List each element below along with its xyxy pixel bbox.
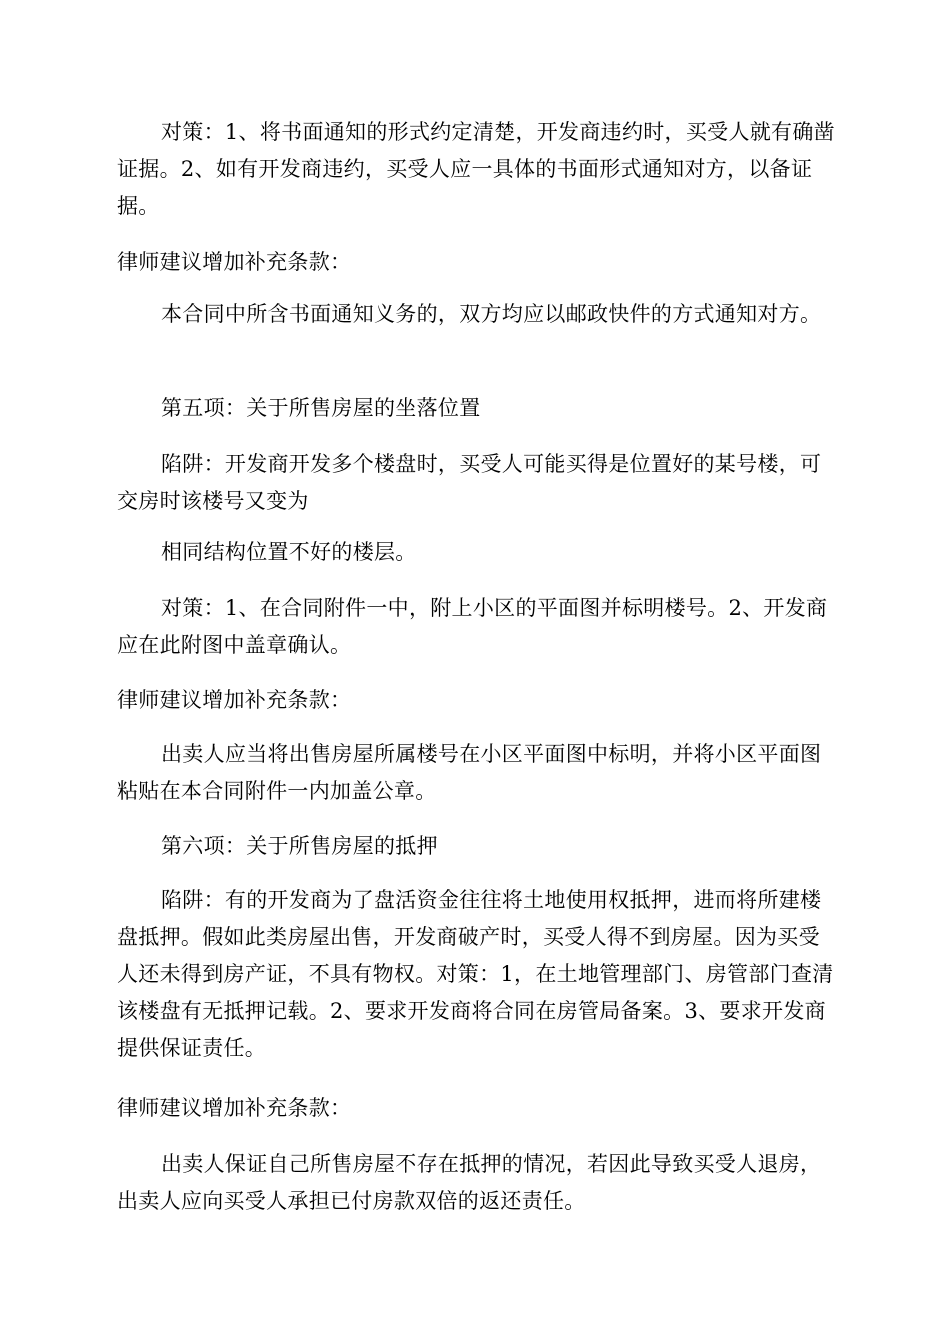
- paragraph-trap-location: 陷阱：开发商开发多个楼盘时，买受人可能买得是位置好的某号楼，可交房时该楼号又变为: [117, 452, 822, 513]
- paragraph-countermeasure-location: 对策：1、在合同附件一中，附上小区的平面图并标明楼号。2、开发商应在此附图中盖章确认。: [117, 596, 828, 657]
- section-heading-item-6: 第六项：关于所售房屋的抵押: [161, 834, 438, 858]
- paragraph-supplementary-clause: 出卖人保证自己所售房屋不存在抵押的情况，若因此导致买受人退房，出卖人应向买受人承担已付房款双倍的返还责任。: [117, 1152, 822, 1213]
- paragraph-trap-continuation: 相同结构位置不好的楼层。: [161, 540, 417, 564]
- section-heading-item-5: 第五项：关于所售房屋的坐落位置: [161, 396, 481, 420]
- paragraph-lawyer-suggestion: 律师建议增加补充条款：: [117, 1096, 352, 1120]
- paragraph-lawyer-suggestion: 律师建议增加补充条款：: [117, 688, 352, 712]
- paragraph-supplementary-clause: 出卖人应当将出售房屋所属楼号在小区平面图中标明，并将小区平面图粘贴在本合同附件一内加盖公章。: [117, 742, 822, 803]
- paragraph-supplementary-clause: 本合同中所含书面通知义务的，双方均应以邮政快件的方式通知对方。: [161, 302, 822, 326]
- paragraph-lawyer-suggestion: 律师建议增加补充条款：: [117, 250, 352, 274]
- paragraph-countermeasure-notice: 对策：1、将书面通知的形式约定清楚，开发商违约时，买受人就有确凿证据。2、如有开发商违约，买受人应一具体的书面形式通知对方，以备证据。: [117, 120, 835, 218]
- paragraph-trap-mortgage: 陷阱：有的开发商为了盘活资金往往将土地使用权抵押，进而将所建楼盘抵押。假如此类房屋出售，开发商破产时，买受人得不到房屋。因为买受人还未得到房产证，不具有物权。对策：1，在土地管理部门、房管部门查清该楼盘有无抵押记载。2、要求开发商将合同在房管局备案。3、要求开发商提供保证责任。: [117, 888, 834, 1060]
